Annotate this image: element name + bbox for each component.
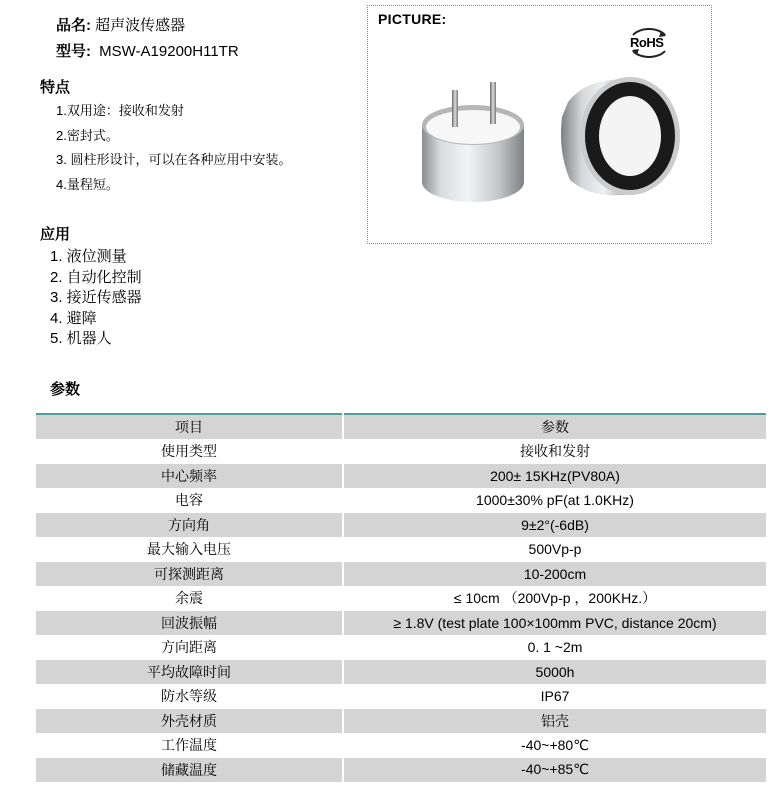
row-value: 铝壳 xyxy=(343,709,767,734)
row-item: 余震 xyxy=(36,586,343,611)
header-param: 参数 xyxy=(343,414,767,439)
row-item: 工作温度 xyxy=(36,733,343,758)
table-header-row xyxy=(36,414,767,439)
header-item: 项目 xyxy=(36,414,343,439)
applications-title: 应用 xyxy=(40,226,71,243)
product-name-value: 超声波传感器 xyxy=(95,17,186,34)
row-item: 最大输入电压 xyxy=(36,537,343,562)
table-row xyxy=(36,562,767,587)
row-item: 外壳材质 xyxy=(36,709,343,734)
features-list xyxy=(56,99,291,197)
application-item: 1. 液位测量 xyxy=(50,248,127,265)
row-item: 防水等级 xyxy=(36,684,343,709)
rohs-text: RoHS xyxy=(630,35,664,50)
row-value: 1000±30% pF(at 1.0KHz) xyxy=(343,488,767,513)
features-title: 特点 xyxy=(40,79,71,96)
table-row xyxy=(36,464,767,489)
row-item: 使用类型 xyxy=(36,439,343,464)
row-item: 方向角 xyxy=(36,513,343,538)
feature-item: 3. 圆柱形设计，可以在各种应用中安装。 xyxy=(56,152,292,167)
row-item: 可探测距离 xyxy=(36,562,343,587)
table-row xyxy=(36,684,767,709)
params-table xyxy=(36,413,768,783)
sensor-front-image xyxy=(548,72,683,202)
table-row xyxy=(36,733,767,758)
table-row xyxy=(36,611,767,636)
feature-item: 4.量程短。 xyxy=(56,176,119,192)
application-item: 4. 避障 xyxy=(50,309,97,327)
row-value: 500Vp-p xyxy=(343,537,767,562)
row-value: 0. 1 ~2m xyxy=(343,635,767,660)
table-row xyxy=(36,660,767,685)
row-value: 10-200cm xyxy=(343,562,767,587)
row-value: ≤ 10cm （200Vp-p ，200KHz.） xyxy=(343,586,767,611)
row-value: 200± 15KHz(PV80A) xyxy=(343,464,767,489)
sensor-with-pins-image xyxy=(410,70,535,210)
picture-label: PICTURE: xyxy=(378,11,447,27)
table-row xyxy=(36,586,767,611)
product-name-label: 品名: xyxy=(56,17,91,34)
params-title: 参数 xyxy=(50,381,81,398)
row-value: 5000h xyxy=(343,660,767,685)
row-value: IP67 xyxy=(343,684,767,709)
application-item: 5. 机器人 xyxy=(50,330,112,347)
applications-list xyxy=(50,247,142,350)
feature-item: 1.双用途：接收和发射 xyxy=(56,103,184,118)
row-value: -40~+85℃ xyxy=(343,758,767,783)
row-value: 接收和发射 xyxy=(343,439,767,464)
product-name-line xyxy=(56,14,185,35)
row-item: 储藏温度 xyxy=(36,758,343,783)
application-item: 2. 自动化控制 xyxy=(50,268,142,286)
table-row xyxy=(36,537,767,562)
row-item: 回波振幅 xyxy=(36,611,343,636)
row-item: 方向距离 xyxy=(36,635,343,660)
row-item: 中心频率 xyxy=(36,464,343,489)
table-row xyxy=(36,635,767,660)
table-row xyxy=(36,488,767,513)
feature-item: 2.密封式。 xyxy=(56,127,119,143)
row-value: -40~+80℃ xyxy=(343,733,767,758)
row-item: 平均故障时间 xyxy=(36,660,343,685)
rohs-badge xyxy=(625,28,673,58)
table-row xyxy=(36,439,767,464)
product-model-line xyxy=(56,40,239,61)
row-value: ≥ 1.8V (test plate 100×100mm PVC, distance 20cm) xyxy=(343,611,767,636)
application-item: 3. 接近传感器 xyxy=(50,289,142,306)
table-row xyxy=(36,709,767,734)
product-model-value: MSW-A19200H11TR xyxy=(99,43,239,60)
row-item: 电容 xyxy=(36,488,343,513)
table-row xyxy=(36,513,767,538)
table-row xyxy=(36,758,767,783)
product-model-label: 型号: xyxy=(56,43,91,60)
row-value: 9±2°(-6dB) xyxy=(343,513,767,538)
